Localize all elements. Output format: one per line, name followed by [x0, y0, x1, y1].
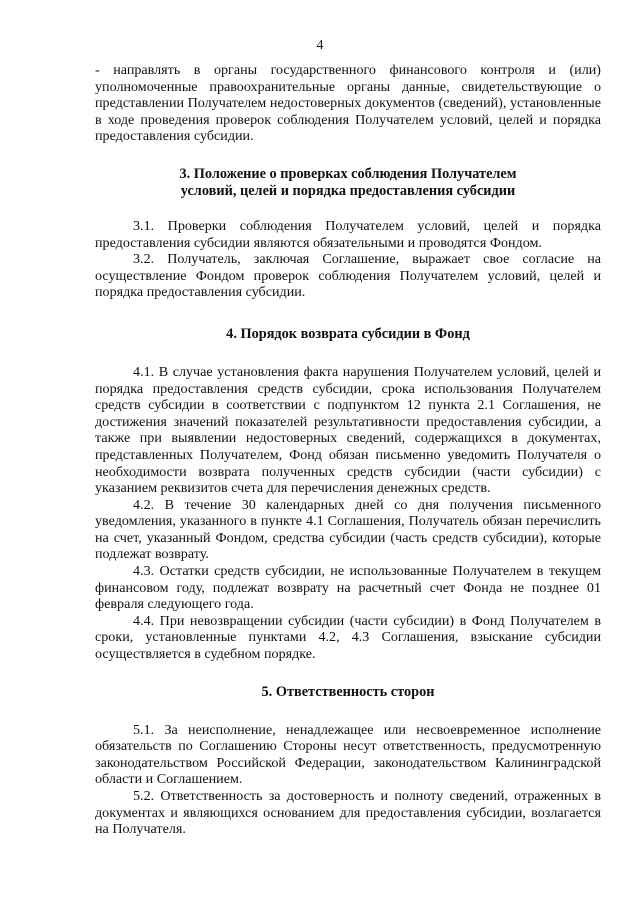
section-5-title: 5. Ответственность сторон — [261, 683, 435, 700]
paragraph-5-2: 5.2. Ответственность за достоверность и полноту сведений, отраженных в документах и являющихся основанием для предоставления субсидии, возлагается на Получателя. — [95, 788, 601, 838]
paragraph-3-2: 3.2. Получатель, заключая Соглашение, выражает свое согласие на осуществление Фондом проверок соблюдения Получателем условий, целей и порядка предоставления субсидии. — [95, 251, 601, 301]
section-3-heading — [95, 166, 601, 200]
section-4-heading — [95, 326, 601, 343]
document-body — [95, 62, 601, 838]
paragraph-5-1: 5.1. За неисполнение, ненадлежащее или несвоевременное исполнение обязательств по Соглашению Стороны несут ответственность, предусмотренную законодательством Российской Федерации, законодательством Калининградской области и Соглашением. — [95, 721, 601, 788]
paragraph-4-4: 4.4. При невозвращении субсидии (части субсидии) в Фонд Получателем в сроки, установленные пунктами 4.2, 4.3 Соглашения, взыскание субсидии осуществляется в судебном порядке. — [95, 612, 601, 663]
section-4-title: 4. Порядок возврата субсидии в Фонд — [226, 325, 470, 342]
paragraph-3-1: 3.1. Проверки соблюдения Получателем условий, целей и порядка предоставления субсидии являются обязательными и проводятся Фондом. — [95, 217, 601, 251]
paragraph-4-3: 4.3. Остатки средств субсидии, не использованные Получателем в текущем финансовом году, подлежат возврату на расчетный счет Фонда не позднее 01 февраля следующего года. — [95, 563, 601, 613]
page-number: 4 — [316, 38, 324, 53]
paragraph-4-1: 4.1. В случае установления факта нарушения Получателем условий, целей и порядка предоставления средств субсидии, срока использования Получателем средств субсидии в соответствии с подпунктом 12 пункта 2.1 Соглашения, не достижения значений показателей результативности предоставления субсидии, а также при выявлении недостоверных сведений, содержащихся в документах, представленных Получателем, Фонд обязан письменно уведомить Получателя о необходимости возврата полученных средств субсидии (части субсидии) с указанием реквизитов счета для перечисления денежных средств. — [95, 363, 601, 497]
section-3-title-line-2: условий, целей и порядка предоставления субсидии — [180, 182, 516, 199]
section-5-heading — [95, 684, 601, 701]
section-3-title-line-1: 3. Положение о проверках соблюдения Получателем — [179, 165, 517, 182]
paragraph-4-2: 4.2. В течение 30 календарных дней со дня получения письменного уведомления, указанного в пункте 4.1 Соглашения, Получатель обязан перечислить на счет, указанный Фондом, средства субсидии (часть средств субсидии), которые подлежат возврату. — [95, 496, 601, 563]
intro-paragraph: - направлять в органы государственного финансового контроля и (или) уполномоченные правоохранительные органы данные, свидетельствующие о представлении Получателем недостоверных документов (сведений), установленные в ходе проведения проверок соблюдения Получателем условий, целей и порядка предоставления субсидии. — [95, 62, 601, 145]
